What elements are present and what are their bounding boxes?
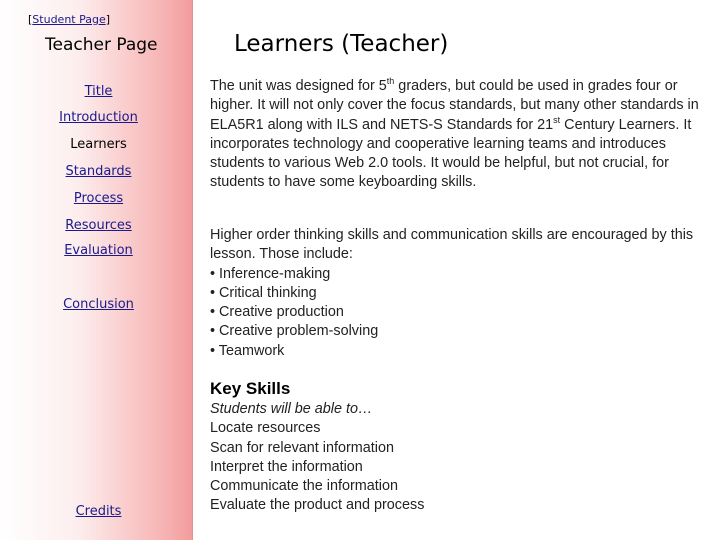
key-skills-heading: Key Skills	[210, 379, 291, 398]
sidebar-item-title[interactable]: Title	[84, 84, 113, 99]
key-skill-item: Scan for relevant information	[210, 439, 394, 456]
page-title: Learners (Teacher)	[234, 31, 449, 57]
sidebar-item-evaluation[interactable]: Evaluation	[64, 243, 133, 258]
key-skill-item: Evaluate the product and process	[210, 497, 425, 514]
para1-sup-st: st	[553, 114, 561, 125]
sidebar-item-conclusion[interactable]: Conclusion	[63, 297, 134, 312]
bracket-close: ]	[105, 13, 111, 26]
bracket-open: [	[28, 13, 33, 26]
key-skill-item: Locate resources	[210, 420, 321, 437]
para1-sup-th: th	[386, 76, 395, 87]
bullet-item: • Inference-making	[210, 265, 331, 282]
bullet-item: • Creative problem-solving	[210, 323, 379, 340]
sidebar-item-learners: Learners	[70, 137, 127, 152]
para1-mid: graders, but could be used in grades four or higher. It will not only cover the focus standards, but many other standards in ELA5R1 along with ILS and NETS-S Standards for 21	[210, 78, 699, 133]
sidebar-item-standards[interactable]: Standards	[65, 164, 132, 179]
sidebar-title: Teacher Page	[45, 35, 158, 55]
intro-paragraph	[210, 77, 700, 193]
para1-lead: The unit was designed for 5	[210, 78, 387, 94]
key-skill-item: Communicate the information	[210, 478, 398, 495]
key-skills-list	[210, 400, 700, 516]
skills-paragraph	[210, 226, 700, 361]
student-page-link-wrapper	[28, 13, 110, 26]
sidebar-nav	[0, 0, 193, 540]
bullet-item: • Critical thinking	[210, 284, 317, 301]
sidebar-item-process[interactable]: Process	[73, 191, 124, 206]
student-page-link[interactable]: Student Page	[32, 13, 106, 26]
key-skill-item: Interpret the information	[210, 458, 363, 475]
key-skills-intro: Students will be able to…	[210, 401, 373, 417]
sidebar-item-resources[interactable]: Resources	[65, 218, 132, 233]
bullet-item: • Teamwork	[210, 342, 285, 359]
skills-intro-text: Higher order thinking skills and communication skills are encouraged by this lesson. Those include:	[210, 227, 694, 263]
bullet-item: • Creative production	[210, 304, 344, 321]
sidebar-item-introduction[interactable]: Introduction	[59, 110, 138, 125]
para1-tail: Century Learners. It incorporates technology and cooperative learning teams and introduces students to various Web 2.0 tools. It would be helpful, but not crucial, for students to have some keyboarding skills.	[210, 116, 692, 191]
sidebar-item-credits[interactable]: Credits	[75, 504, 122, 519]
